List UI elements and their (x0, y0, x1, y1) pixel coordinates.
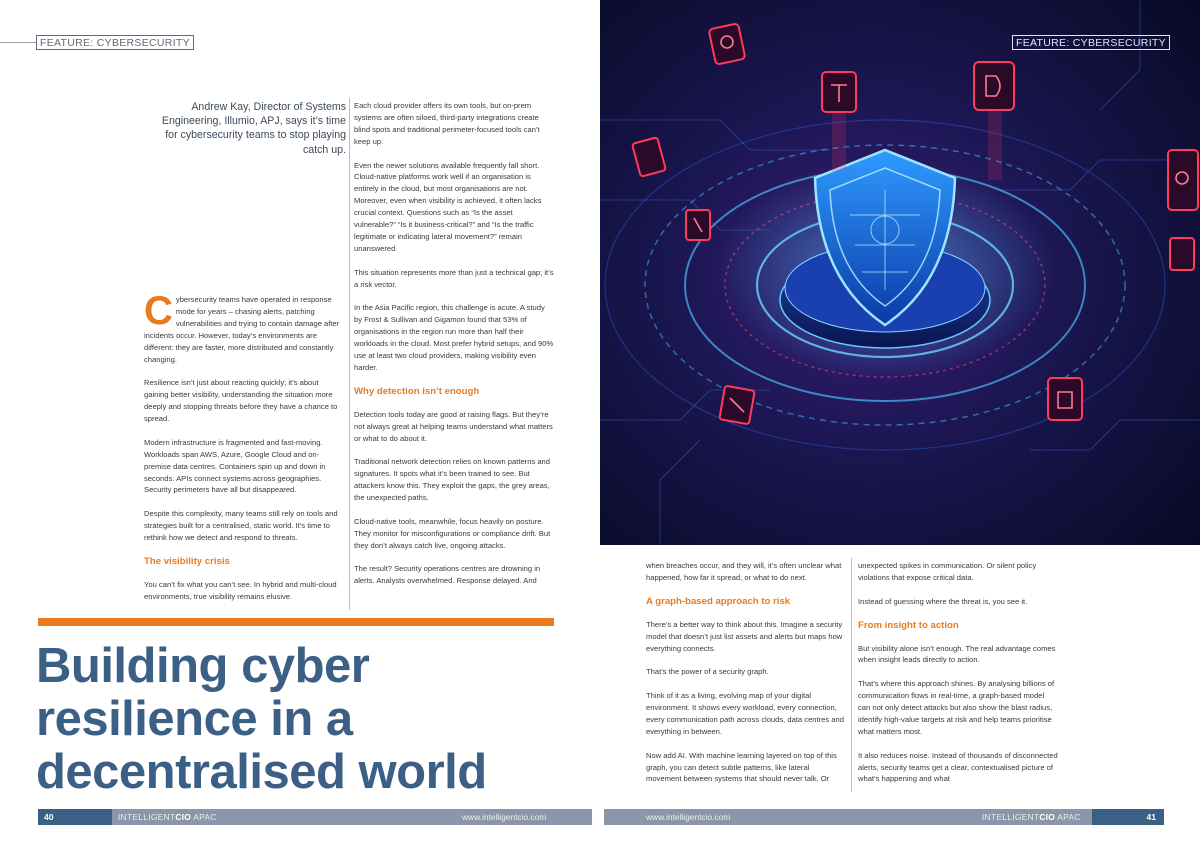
subheading-graph: A graph-based approach to risk (646, 595, 791, 607)
footer-right (604, 809, 1164, 825)
paragraph: Despite this complexity, many teams still rely on tools and strategies built for a centralised, static world. It’s time to rethink how we detect and respond to threats. (144, 509, 338, 543)
page-number-right: 41 (1092, 809, 1164, 825)
intro-paragraph (144, 289, 344, 365)
section-tag-left: FEATURE: CYBERSECURITY (36, 35, 194, 50)
paragraph: when breaches occur, and they will, it’s often unclear what happened, how far it spread, or what to do next. (646, 561, 842, 582)
page-number-left: 40 (38, 809, 112, 825)
paragraph-text: ybersecurity teams have operated in response mode for years – chasing alerts, patching vulnerabilities and trying to contain damage after incidents occur. However, today’s environments are different: they are faster, more distributed and constantly changing. (144, 295, 340, 364)
column-divider (851, 558, 852, 792)
subheading-visibility: The visibility crisis (144, 555, 230, 567)
brand-suffix: APAC (191, 812, 217, 822)
article-column-2 (354, 100, 554, 599)
paragraph: unexpected spikes in communication. Or silent policy violations that expose critical data. (858, 561, 1037, 582)
paragraph: It also reduces noise. Instead of thousands of disconnected alerts, security teams get a clear, contextualised picture of what’s happening and what (858, 750, 1058, 784)
article-column-3 (646, 560, 844, 797)
paragraph: This situation represents more than just a technical gap; it’s a risk vector. (354, 267, 554, 289)
article-column-4 (858, 560, 1058, 797)
paragraph: There’s a better way to think about this. Imagine a security model that doesn’t just list assets and alerts but maps how everything connects. (646, 619, 843, 653)
standfirst: Andrew Kay, Director of Systems Engineering, Illumio, APJ, says it’s time for cybersecurity teams to stop playing catch up. (161, 101, 346, 156)
section-tag-right: FEATURE: CYBERSECURITY (1012, 35, 1170, 50)
paragraph: You can’t fix what you can’t see. In hybrid and multi-cloud environments, true visibility remains elusive. (144, 579, 337, 601)
paragraph: In the Asia Pacific region, this challenge is acute. A study by Frost & Sullivan and Gigamon found that 53% of organisations in the region run more than half their workloads in the cloud. Most prefer hybrid setups, and 90% use at least two cloud providers, making visibility even harder. (354, 303, 554, 372)
paragraph: Cloud-native tools, meanwhile, focus heavily on posture. They monitor for misconfigurations or compliance drift. But they don’t always catch live, ongoing attacks. (354, 516, 551, 550)
paragraph: Think of it as a living, evolving map of your digital environment. It shows every workload, every connection, every communication path across clouds, data centres and everything in between. (646, 691, 844, 736)
shield-illustration (600, 0, 1200, 545)
footer-brand-right (982, 809, 1081, 825)
paragraph: Now add AI. With machine learning layered on top of this graph, you can detect subtle patterns, like lateral movement between systems that should never talk. Or (646, 750, 837, 784)
hero-image (600, 0, 1200, 545)
paragraph: Even the newer solutions available frequently fall short. Cloud-native platforms work well if an organisation is entirely in the cloud, but most organisations are not. Moreover, even when visibility is achieved, it often lacks crucial context. Questions such as “Is the asset vulnerable?” “Is it business-critical?” and “Is the traffic legitimate or indicating lateral movement?” remain unanswered (354, 160, 542, 253)
footer-url-left[interactable]: www.intelligentcio.com (462, 812, 547, 822)
footer-url-right[interactable]: www.intelligentcio.com (646, 812, 731, 822)
paragraph: Instead of guessing where the threat is, you see it. (858, 596, 1028, 606)
article-headline: Building cyber resilience in a decentralised world (36, 639, 487, 799)
brand-prefix: INTELLIGENT (118, 812, 176, 822)
paragraph: That’s the power of a security graph. (646, 667, 769, 677)
paragraph: Resilience isn’t just about reacting quickly; it’s about gaining better visibility, understanding the situation more deeply and stopping threats before they have a chance to spread. (144, 378, 338, 424)
headline-accent-bar (38, 618, 554, 626)
paragraph: Each cloud provider offers its own tools, but on-prem systems are often siloed, third-party integrations create blind spots and traditional perimeter-focused tools can’t keep up. (354, 101, 540, 146)
paragraph: Detection tools today are good at raising flags. But they’re not always great at helping teams understand what matters or what to do about it. (354, 409, 553, 443)
paragraph: But visibility alone isn’t enough. The real advantage comes when insight leads directly to action. (858, 643, 1056, 665)
footer-left (38, 809, 592, 825)
paragraph: The result? Security operations centres are drowning in alerts. Analysts overwhelmed. Response delayed. And (354, 564, 541, 586)
footer-brand-left (118, 809, 217, 825)
drop-cap: C (144, 289, 173, 333)
brand-bold: CIO (175, 812, 192, 822)
paragraph: Modern infrastructure is fragmented and fast-moving. Workloads span AWS, Azure, Google Cloud and on-premise data centres. Containers spin up and down in seconds. APIs connect systems across geographies. Security perimeters have all but disappeared. (144, 437, 326, 495)
article-column-1 (144, 289, 344, 615)
brand-prefix: INTELLIGENT (982, 812, 1040, 822)
header-rule (0, 42, 36, 43)
subheading-insight: From insight to action (858, 619, 959, 631)
brand-bold: CIO (1039, 812, 1056, 822)
paragraph: That’s where this approach shines. By analysing billions of communication flows in real-time, a graph-based model can not only detect attacks but also show the blast radius, identify high-value targets at risk and help teams prioritise what matters most. (858, 679, 1055, 736)
column-divider (349, 98, 350, 610)
brand-suffix: APAC (1055, 812, 1081, 822)
paragraph: Traditional network detection relies on known patterns and signatures. It spots what it’s been trained to see. But attackers know this. They exploit the gaps, the grey areas, the unexpected paths. (354, 457, 551, 503)
subheading-detection: Why detection isn’t enough (354, 385, 480, 397)
